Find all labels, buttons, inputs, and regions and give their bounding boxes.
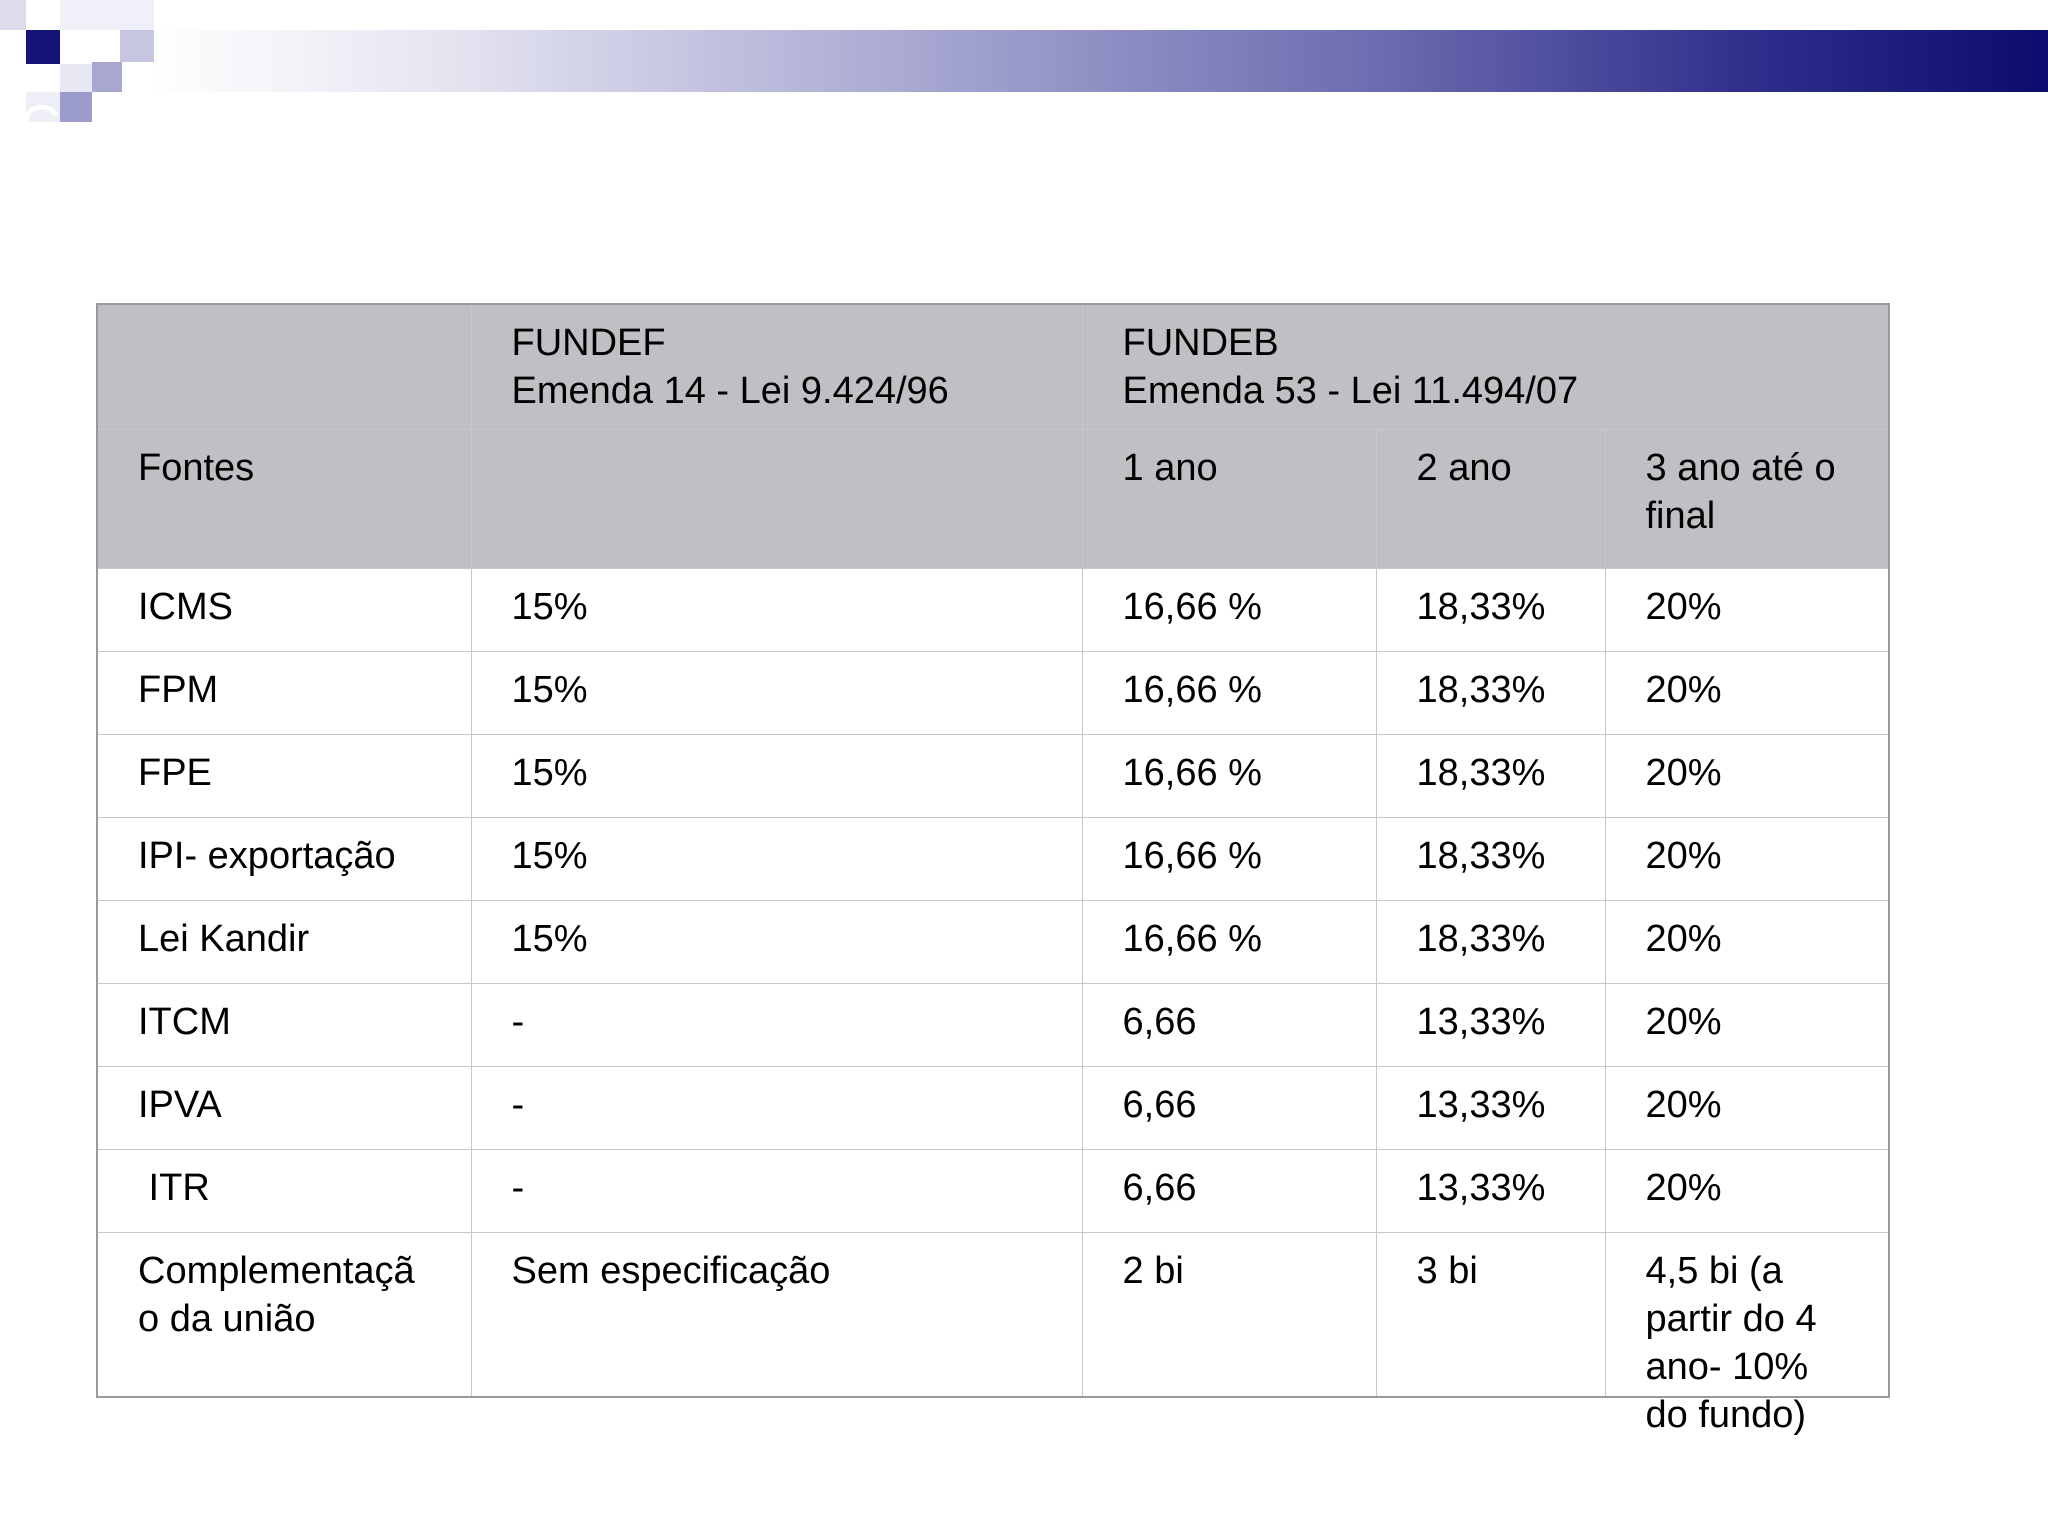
cell-fonte: Complementação da união [97, 1233, 471, 1398]
cell-ano3-text: 4,5 bi (a partir do 4 ano- 10% do fundo) [1645, 1250, 1817, 1436]
cell-fundef: - [471, 984, 1082, 1067]
table-row [97, 652, 1889, 735]
cell-ano3: 20% [1605, 735, 1889, 818]
cell-fundef: 15% [471, 818, 1082, 901]
cell-ano1: 16,66 % [1082, 735, 1376, 818]
cell-fundef: Sem especificação [471, 1233, 1082, 1398]
header-ano3: 3 ano até o final [1605, 430, 1889, 569]
cell-fonte: FPM [97, 652, 471, 735]
cell-ano3: 20% [1605, 569, 1889, 652]
cell-ano2: 13,33% [1376, 1150, 1605, 1233]
header-fontes: Fontes [97, 430, 471, 569]
cell-fundef: 15% [471, 901, 1082, 984]
cell-ano3: 20% [1605, 652, 1889, 735]
table-row [97, 569, 1889, 652]
cell-fonte: FPE [97, 735, 471, 818]
cell-ano3: 20% [1605, 1150, 1889, 1233]
fundef-fundeb-table [96, 303, 1890, 1436]
cell-ano2: 3 bi [1376, 1233, 1605, 1398]
table-subheader-row [97, 430, 1889, 569]
decor-square [92, 62, 122, 92]
decor-square [60, 0, 154, 30]
table-row [97, 1067, 1889, 1150]
decor-square-dark [26, 30, 60, 64]
cell-fundef: 15% [471, 652, 1082, 735]
table-header-row [97, 304, 1889, 430]
decor-square [0, 0, 26, 30]
cell-ano1: 2 bi [1082, 1233, 1376, 1398]
cell-ano3 [1605, 1233, 1889, 1436]
cell-ano2: 18,33% [1376, 735, 1605, 818]
header-ano2: 2 ano [1376, 430, 1605, 569]
cell-fonte: ITR [97, 1150, 471, 1233]
cell-ano3: 20% [1605, 901, 1889, 984]
header-corner-cell [97, 304, 471, 430]
cell-ano2: 18,33% [1376, 569, 1605, 652]
table-row [97, 1233, 1889, 1398]
cell-ano2: 13,33% [1376, 1067, 1605, 1150]
cell-ano1: 6,66 [1082, 984, 1376, 1067]
cell-ano1: 16,66 % [1082, 901, 1376, 984]
cell-ano2: 18,33% [1376, 652, 1605, 735]
slide-title: C [20, 93, 61, 156]
header-fundef: FUNDEF Emenda 14 - Lei 9.424/96 [471, 304, 1082, 430]
cell-ano1: 16,66 % [1082, 569, 1376, 652]
table-row [97, 818, 1889, 901]
cell-fonte: IPI- exportação [97, 818, 471, 901]
header-fundeb: FUNDEB Emenda 53 - Lei 11.494/07 [1082, 304, 1889, 430]
table-row [97, 735, 1889, 818]
cell-ano2: 18,33% [1376, 901, 1605, 984]
cell-fundef: - [471, 1150, 1082, 1233]
cell-ano1: 16,66 % [1082, 818, 1376, 901]
cell-ano3: 20% [1605, 1067, 1889, 1150]
decor-square [120, 30, 154, 62]
table-row [97, 901, 1889, 984]
cell-ano3: 20% [1605, 818, 1889, 901]
header-ano1: 1 ano [1082, 430, 1376, 569]
cell-ano1: 16,66 % [1082, 652, 1376, 735]
cell-fonte: IPVA [97, 1067, 471, 1150]
table-row [97, 984, 1889, 1067]
cell-ano1: 6,66 [1082, 1150, 1376, 1233]
cell-ano1: 6,66 [1082, 1067, 1376, 1150]
header-gradient-bar [150, 30, 2048, 92]
cell-fundef: 15% [471, 569, 1082, 652]
header-fundef-sub [471, 430, 1082, 569]
cell-fonte: ICMS [97, 569, 471, 652]
cell-fonte: ITCM [97, 984, 471, 1067]
cell-ano2: 18,33% [1376, 818, 1605, 901]
decor-square [60, 92, 92, 122]
table-row [97, 1150, 1889, 1233]
decor-square [60, 64, 92, 92]
cell-ano2: 13,33% [1376, 984, 1605, 1067]
cell-fonte: Lei Kandir [97, 901, 471, 984]
cell-fundef: - [471, 1067, 1082, 1150]
cell-fundef: 15% [471, 735, 1082, 818]
cell-ano3: 20% [1605, 984, 1889, 1067]
